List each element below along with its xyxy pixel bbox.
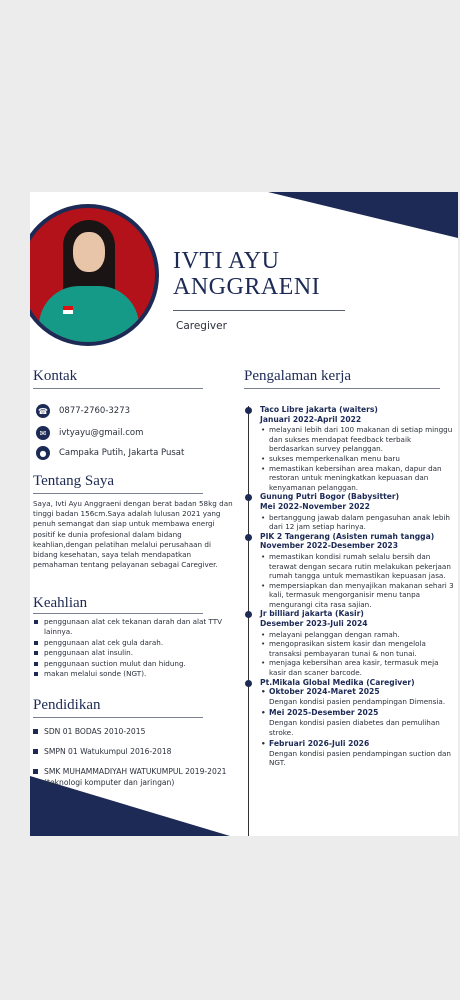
profile-name [173,248,320,300]
email-text: ivtyayu@gmail.com [59,428,144,438]
job-period-item [260,708,455,737]
job-date: Desember 2023-Juli 2024 [260,619,368,629]
experience-item-current [240,678,455,768]
skill-item: makan melalui sonde (NGT). [33,669,233,679]
job-period: • Mei 2025-Desember 2025 [269,708,379,718]
name-line-1: IVTI AYU [173,248,280,274]
job-point: • menjaga kebersihan area kasir, termasuk meja kasir dan scaner barcode. [260,658,455,677]
timeline-dot [245,407,252,414]
job-period: • Oktober 2024-Maret 2025 [269,687,380,697]
job-date: Januari 2022-April 2022 [260,414,362,424]
job-periods [260,687,455,768]
job-point: • memastikan kondisi rumah selalu bersih dan terawat dengan secara rutin melakukan pekerjaan rumah tangga untuk memastikan kepuasan jasa. [260,552,455,581]
job-period-desc: Dengan kondisi pasien pendampingan Dimensia. [269,696,446,706]
job-point: • melayani lebih dari 100 makanan di setiap minggu dan sukses mendapat feedback terbaik berdasarkan survey pelanggan. [260,425,455,454]
experience-timeline [240,405,455,770]
experience-item [240,492,455,531]
job-title: Pt.Mikala Global Medika (Caregiver) [260,677,415,687]
education-list [33,726,243,797]
mail-icon: ✉ [36,426,50,440]
profile-photo [30,204,159,346]
job-point: • sukses memperkenalkan menu baru [260,454,455,464]
education-item: SMPN 01 Watukumpul 2016-2018 [33,746,243,757]
corner-decoration-top [268,192,458,238]
job-period-item [260,687,455,706]
job-point: • memastikan kebersihan area makan, dapur dan restoran untuk meningkatkan kepuasan dan kenyamanan pelanggan. [260,464,455,493]
job-title: Taco Libre jakarta (waiters) [260,405,378,414]
contact-divider [33,388,203,389]
skill-item: penggunaan alat cek gula darah. [33,638,233,648]
timeline-dot [245,494,252,501]
section-title-education: Pendidikan [33,697,101,713]
job-title: PIK 2 Tangerang (Asisten rumah tangga) [260,531,435,541]
contact-phone [36,404,130,418]
skill-item: penggunaan alat cek tekanan darah dan alat TTV lainnya. [33,617,233,638]
job-point: • melayani pelanggan dengan ramah. [260,630,455,640]
profile-role: Caregiver [176,320,227,332]
job-title: Jr billiard jakarta (Kasir) [260,609,364,619]
section-title-skills: Keahlian [33,595,88,611]
contact-email [36,426,143,440]
skills-divider [33,613,203,614]
job-period-desc: Dengan kondisi pasien diabetes dan pemulihan stroke. [269,718,440,737]
experience-item [240,532,455,610]
job-point: • mengoprasikan sistem kasir dan mengelola transaksi pembayaran tunai & non tunai. [260,639,455,658]
timeline-dot [245,534,252,541]
job-point: • bertanggung jawab dalam pengasuhan anak lebih dari 12 jam setiap harinya. [260,513,455,532]
name-divider [173,310,345,311]
job-period-item [260,739,455,768]
education-item: SMK MUHAMMADIYAH WATUKUMPUL 2019-2021 (teknologi komputer dan jaringan) [33,766,243,788]
phone-icon: ☎ [36,404,50,418]
job-title: Gunung Putri Bogor (Babysitter) [260,492,400,502]
section-title-contact: Kontak [33,368,78,384]
experience-item [240,405,455,492]
name-line-2: ANGGRAENI [173,274,321,300]
timeline-dot [245,611,252,618]
experience-divider [244,388,440,389]
job-date: November 2022-Desember 2023 [260,541,398,551]
experience-item [240,609,455,677]
job-period: • Februari 2026-Juli 2026 [269,739,370,749]
job-point: • mempersiapkan dan menyajikan makanan sehari 3 kali, termasuk mengorganisir menu tanpa mengurangi cita rasa sajian. [260,581,455,610]
job-date: Mei 2022-November 2022 [260,501,370,511]
job-period-desc: Dengan kondisi pasien pendampingan suction dan NGT. [269,748,451,768]
skill-item: penggunaan suction mulut dan hidung. [33,659,233,669]
phone-text: 0877-2760-3273 [59,406,131,416]
about-text: Saya, Ivti Ayu Anggraeni dengan berat badan 58kg dan tinggi badan 156cm.Saya adalah lulusan 2021 yang penuh semangat dan siap untuk membawa energi positif ke dunia profesional dalam bidang keahlian,dengan pelatihan melalui perusahaan di bidang kesehatan, saya telah mendapatkan pemahaman tentang pelayanan sebagai Caregiver. [33,499,233,570]
skills-list [33,617,233,679]
location-pin-icon: ● [36,446,50,460]
education-item: SDN 01 BODAS 2010-2015 [33,726,243,737]
section-title-about: Tentang Saya [33,473,115,489]
education-divider [33,717,203,718]
timeline-dot [245,680,252,687]
section-title-experience: Pengalaman kerja [244,368,352,384]
skill-item: penggunaan alat insulin. [33,648,233,658]
contact-address [36,446,184,460]
address-text: Campaka Putih, Jakarta Pusat [59,448,185,458]
about-divider [33,493,203,494]
resume-page [30,192,458,836]
